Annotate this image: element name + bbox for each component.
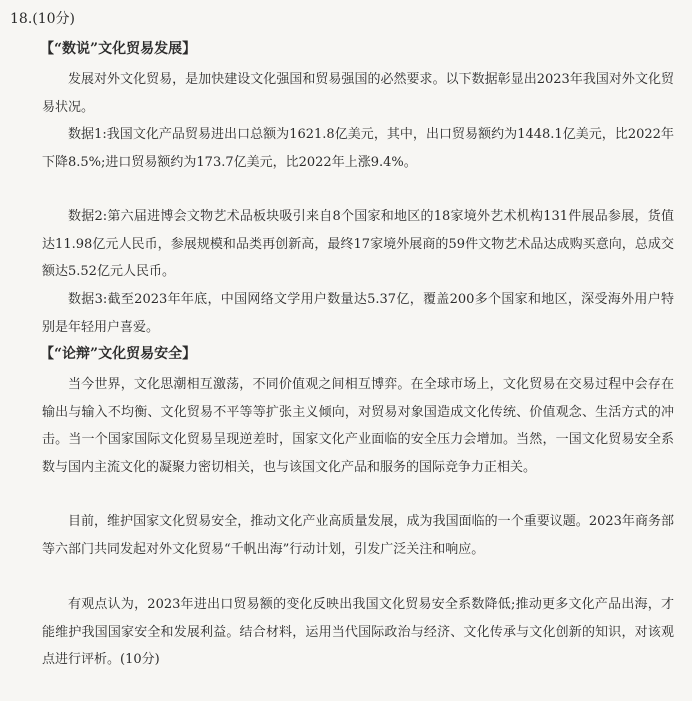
debate-paragraph-2: 目前，维护国家文化贸易安全，推动文化产业高质量发展，成为我国面临的一个重要议题。2023年商务部等六部门共同发起对外文化贸易“千帆出海”行动计划，引发广泛关注和响应。 (42, 514, 674, 557)
debate-paragraph-1: 当今世界，文化思潮相互激荡，不同价值观之间相互博弈。在全球市场上，文化贸易在交易过程中会存在输出与输入不均衡、文化贸易不平等等扩张主义倾向，对贸易对象国造成文化传统、价值观念、生活方式的冲击。当一个国家国际文化贸易呈现逆差时，国家文化产业面临的安全压力会增加。当然，一国文化贸易安全系数与国内主流文化的凝聚力密切相关，也与该国文化产品和服务的国际竞争力正相关。 (42, 377, 674, 475)
question-prompt-paragraph: 有观点认为，2023年进出口贸易额的变化反映出我国文化贸易安全系数降低;推动更多文化产品出海，才能维护我国国家安全和发展利益。结合材料，运用当代国际政治与经济、文化传承与文化创新的知识，对该观点进行评析。(10分) (42, 597, 674, 668)
question-number: 18.(10分) (10, 11, 76, 27)
data2-paragraph: 数据2:第六届进博会文物艺术品板块吸引来自8个国家和地区的18家境外艺术机构131件展品参展，货值达11.98亿元人民币，参展规模和品类再创新高，最终17家境外展商的59件文物艺术品达成购买意向，总成交额达5.52亿元人民币。 (42, 209, 674, 280)
data3-paragraph: 数据3:截至2023年年底，中国网络文学用户数量达5.37亿，覆盖200多个国家和地区，深受海外用户特别是年轻用户喜爱。 (42, 292, 674, 335)
data1-paragraph: 数据1:我国文化产品贸易进出口总额为1621.8亿美元，其中，出口贸易额约为1448.1亿美元，比2022年下降8.5%;进口贸易额约为173.7亿美元，比2022年上涨9.4%。 (42, 127, 674, 170)
section-heading-data: 【“数说”文化贸易发展】 (40, 41, 197, 57)
section-heading-debate: 【“论辩”文化贸易安全】 (40, 346, 197, 362)
intro-paragraph: 发展对外文化贸易，是加快建设文化强国和贸易强国的必然要求。以下数据彰显出2023年我国对外文化贸易状况。 (42, 72, 674, 115)
